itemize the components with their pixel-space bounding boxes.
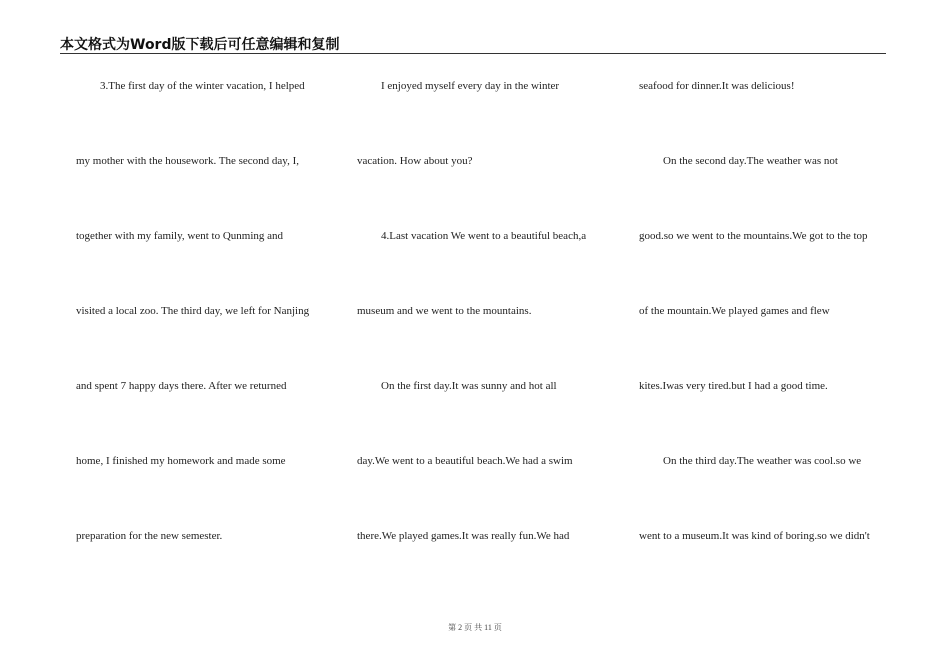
column-3-line-7: went to a museum.It was kind of boring.so we didn't xyxy=(639,530,870,542)
column-3-line-1: seafood for dinner.It was delicious! xyxy=(639,80,795,92)
header-divider xyxy=(60,53,886,54)
column-2-line-5: On the first day.It was sunny and hot all xyxy=(381,380,557,392)
document-header-title: 本文格式为Word版下载后可任意编辑和复制 xyxy=(60,37,340,53)
column-1-line-5: and spent 7 happy days there. After we returned xyxy=(76,380,287,392)
column-3-line-6: On the third day.The weather was cool.so we xyxy=(663,455,862,467)
page-number-footer: 第 2 页 共 11 页 xyxy=(448,623,502,632)
column-1-line-7: preparation for the new semester. xyxy=(76,530,223,542)
column-1-line-3: together with my family, went to Qunming and xyxy=(76,230,284,242)
column-3-line-5: kites.Iwas very tired.but I had a good time. xyxy=(639,380,828,392)
column-1-line-1: 3.The first day of the winter vacation, I helped xyxy=(100,80,305,92)
column-2-line-1: I enjoyed myself every day in the winter xyxy=(381,80,560,92)
column-2-line-7: there.We played games.It was really fun.We had xyxy=(357,530,570,542)
column-2-line-6: day.We went to a beautiful beach.We had a swim xyxy=(357,455,573,467)
column-1-line-2: my mother with the housework. The second day, I, xyxy=(76,155,300,167)
column-1-line-6: home, I finished my homework and made some xyxy=(76,455,286,467)
column-1-line-4: visited a local zoo. The third day, we left for Nanjing xyxy=(76,305,310,317)
column-3-line-3: good.so we went to the mountains.We got to the top xyxy=(639,230,868,242)
column-2-line-3: 4.Last vacation We went to a beautiful beach,a xyxy=(381,230,587,242)
column-2-line-4: museum and we went to the mountains. xyxy=(357,305,532,317)
column-2-line-2: vacation. How about you? xyxy=(357,155,473,167)
column-3-line-4: of the mountain.We played games and flew xyxy=(639,305,830,317)
column-3-line-2: On the second day.The weather was not xyxy=(663,155,838,167)
